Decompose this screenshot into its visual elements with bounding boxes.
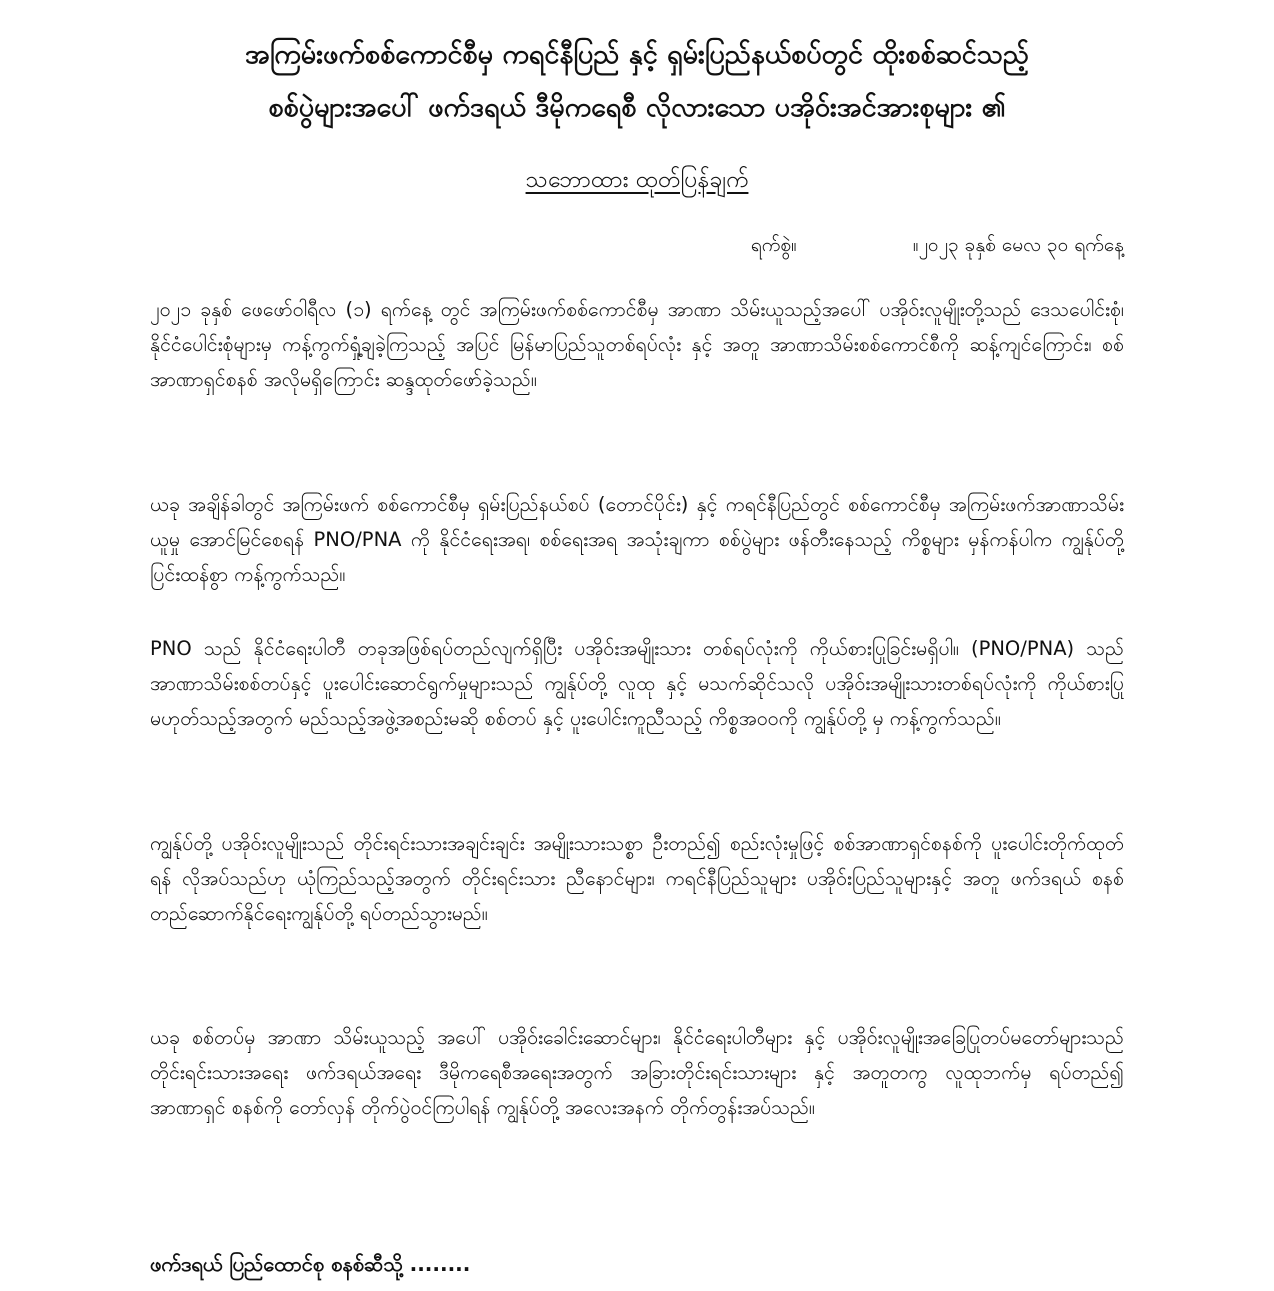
document-subtitle [0,163,1274,197]
date-value: ။၂၀၂၃ ခုနှစ် မေလ ၃၀ ရက်နေ့ [912,234,1124,256]
closing-line: ဖက်ဒရယ် ပြည်ထောင်စု စနစ်ဆီသို့ ........ [150,1252,471,1276]
document-title-line-1: အကြမ်းဖက်စစ်ကောင်စီမှ ကရင်နီပြည် နှင့် ရှမ်းပြည်နယ်စပ်တွင် ထိုးစစ်ဆင်သည့် [245,39,1029,70]
document-title-line-2: စစ်ပွဲများအပေါ် ဖက်ဒရယ် ဒီမိုကရေစီ လိုလားသော ပအိုဝ်းအင်အားစုများ ၏ [268,92,1006,123]
paragraph-2: ယခု အချိန်ခါတွင် အကြမ်းဖက် စစ်ကောင်စီမှ ရှမ်းပြည်နယ်စပ် (တောင်ပိုင်း) နှင့် ကရင်နီပြည်တွင် စစ်ကောင်စီမှ အကြမ်းဖက်အာဏာသိမ်းယူမှု အောင်မြင်စေရန် PNO/PNA ကို နိုင်ငံရေးအရ၊ စစ်ရေးအရ အသုံးချကာ စစ်ပွဲများ ဖန်တီးနေသည့် ကိစ္စများ မှန်ကန်ပါက ကျွန်ုပ်တို့ ပြင်းထန်စွာ ကန့်ကွက်သည်။ [150,493,1124,586]
date-label: ရက်စွဲ။ [750,234,797,256]
date-line [751,230,1124,260]
paragraph-1: ၂၀၂၁ ခုနှစ် ဖေဖော်ဝါရီလ (၁) ရက်နေ့ တွင် အကြမ်းဖက်စစ်ကောင်စီမှ အာဏာ သိမ်းယူသည့်အပေါ် ပအိုဝ်းလူမျိုးတို့သည် ဒေသပေါင်းစုံ၊ နိုင်ငံပေါင်းစုံများမှ ကန့်ကွက်ရှုံ့ချခဲ့ကြသည့် အပြင် မြန်မာပြည်သူတစ်ရပ်လုံး နှင့် အတူ အာဏာသိမ်းစစ်ကောင်စီကို ဆန့်ကျင်ကြောင်း၊ စစ်အာဏာရှင်စနစ် အလိုမရှိကြောင်း ဆန္ဒထုတ်ဖော်ခဲ့သည်။ [150,298,1124,391]
paragraph-3: PNO သည် နိုင်ငံရေးပါတီ တခုအဖြစ်ရပ်တည်လျက်ရှိပြီး ပအိုဝ်းအမျိုးသား တစ်ရပ်လုံးကို ကိုယ်စားပြုခြင်းမရှိပါ။ (PNO/PNA) သည် အာဏာသိမ်းစစ်တပ်နှင့် ပူးပေါင်းဆောင်ရွက်မှုများသည် ကျွန်ုပ်တို့ လူထု နှင့် မသက်ဆိုင်သလို ပအိုဝ်းအမျိုးသားတစ်ရပ်လုံးကို ကိုယ်စားပြု မဟုတ်သည့်အတွက် မည်သည့်အဖွဲ့အစည်းမဆို စစ်တပ် နှင့် ပူးပေါင်းကူညီသည့် ကိစ္စအဝဝကို ကျွန်ုပ်တို့ မှ ကန့်ကွက်သည်။ [150,637,1124,730]
paragraph-5: ယခု စစ်တပ်မှ အာဏာ သိမ်းယူသည့် အပေါ် ပအိုဝ်းခေါင်းဆောင်များ၊ နိုင်ငံရေးပါတီများ နှင့် ပအိုဝ်းလူမျိုးအခြေပြုတပ်မတော်များသည် တိုင်းရင်းသားအရေး ဖက်ဒရယ်အရေး ဒီမိုကရေစီအရေးအတွက် အခြားတိုင်းရင်းသားများ နှင့် အတူတကွ လူထုဘက်မှ ရပ်တည်၍ အာဏာရှင် စနစ်ကို တော်လှန် တိုက်ပွဲဝင်ကြပါရန် ကျွန်ုပ်တို့ အလေးအနက် တိုက်တွန်းအပ်သည်။ [150,1026,1124,1119]
paragraph-4: ကျွန်ုပ်တို့ ပအိုဝ်းလူမျိုးသည် တိုင်းရင်းသားအချင်းချင်း အမျိုးသားသစ္စာ ဦးတည်၍ စည်းလုံးမှုဖြင့် စစ်အာဏာရှင်စနစ်ကို ပူးပေါင်းတိုက်ထုတ်ရန် လိုအပ်သည်ဟု ယုံကြည်သည့်အတွက် တိုင်းရင်းသား ညီနောင်များ၊ ကရင်နီပြည်သူများ ပအိုဝ်းပြည်သူများနှင့် အတူ ဖက်ဒရယ် စနစ် တည်ဆောက်နိုင်ရေးကျွန်ုပ်တို့ ရပ်တည်သွားမည်။ [150,832,1124,925]
subtitle-text: သဘောထား ထုတ်ပြန်ချက် [525,167,749,193]
